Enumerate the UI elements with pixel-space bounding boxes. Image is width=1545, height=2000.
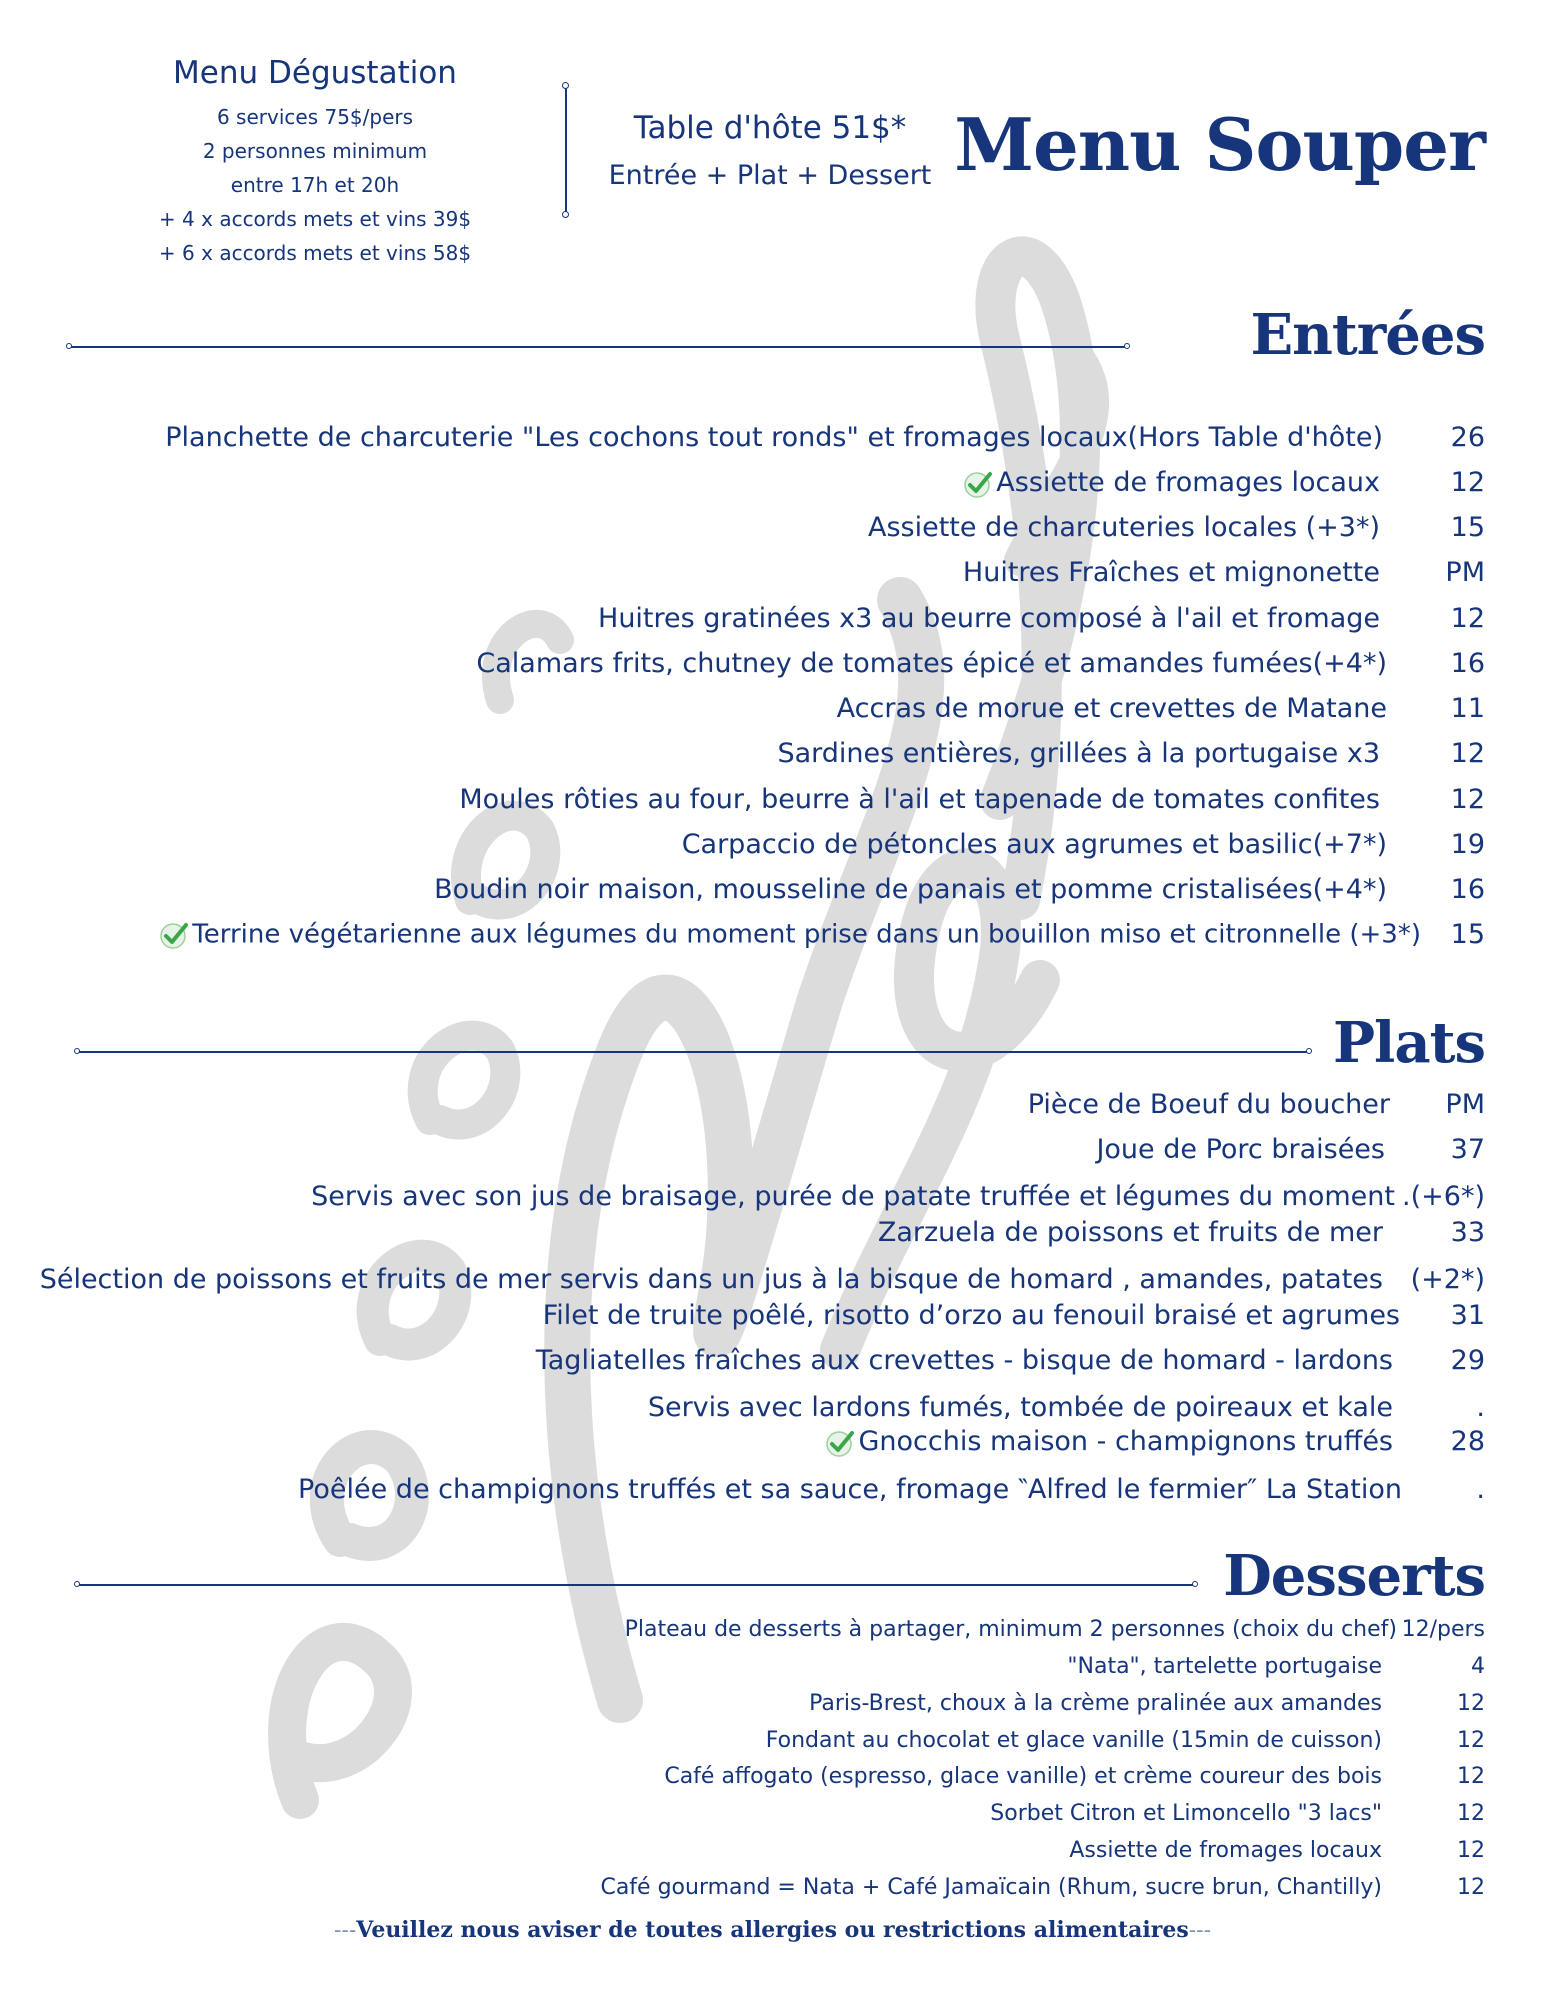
item-name: Huitres gratinées x3 au beurre composé à l'ail et fromage <box>598 603 1380 634</box>
item-price: 31 <box>1450 1300 1485 1331</box>
item-name: Café affogato (espresso, glace vanille) et crème coureur des bois <box>664 1764 1382 1789</box>
degustation-title: Menu Dégustation <box>173 55 457 91</box>
item-name: "Nata", tartelette portugaise <box>1067 1654 1382 1679</box>
list-item <box>0 1217 1545 1257</box>
list-item <box>0 1875 1545 1915</box>
item-name: Joue de Porc braisées <box>1096 1134 1385 1165</box>
item-price: 12 <box>1450 467 1485 498</box>
notice-text: Veuillez nous aviser de toutes allergies ou restrictions alimentaires <box>356 1917 1189 1943</box>
item-name: Zarzuela de poissons et fruits de mer <box>877 1217 1383 1248</box>
item-price: 28 <box>1450 1426 1485 1457</box>
item-price: 11 <box>1450 693 1485 724</box>
item-price: 16 <box>1450 874 1485 905</box>
degustation-details <box>115 100 515 270</box>
item-price: . <box>1476 1474 1485 1505</box>
plats-title: Plats <box>1332 1010 1485 1076</box>
item-name: Huitres Fraîches et mignonette <box>962 557 1380 588</box>
list-item <box>0 1426 1545 1466</box>
item-price: 12 <box>1457 1801 1485 1826</box>
entrees-title: Entrées <box>1250 302 1485 368</box>
list-item <box>0 1617 1545 1657</box>
degustation-line: 2 personnes minimum <box>202 139 428 163</box>
item-price: 12 <box>1457 1764 1485 1789</box>
item-name: Moules rôties au four, beurre à l'ail et tapenade de tomates confites <box>459 784 1380 815</box>
item-price: 12 <box>1450 784 1485 815</box>
vegetarian-check-icon <box>962 468 994 500</box>
degustation-line: + 6 x accords mets et vins 58$ <box>158 241 472 265</box>
item-name: Boudin noir maison, mousseline de panais et pomme cristalisées(+4*) <box>434 874 1387 905</box>
table-hote-title: Table d'hôte 51$* <box>633 110 907 146</box>
item-price: 29 <box>1450 1345 1485 1376</box>
item-name: Calamars frits, chutney de tomates épicé et amandes fumées(+4*) <box>476 648 1387 679</box>
plats-divider <box>78 1051 1308 1053</box>
item-price: 12 <box>1457 1838 1485 1863</box>
header-divider <box>565 86 567 214</box>
item-name: Assiette de fromages locaux <box>1069 1838 1382 1863</box>
list-item <box>0 1134 1545 1174</box>
entrees-divider <box>70 346 1126 348</box>
item-price: 15 <box>1450 919 1485 950</box>
item-name: Assiette de fromages locaux <box>996 467 1380 498</box>
item-name: Assiette de charcuteries locales (+3*) <box>868 512 1380 543</box>
item-price: 26 <box>1450 422 1485 453</box>
list-item <box>0 829 1545 869</box>
item-price: 12 <box>1457 1691 1485 1716</box>
item-name: Plateau de desserts à partager, minimum 2 personnes (choix du chef) <box>624 1617 1397 1642</box>
list-item <box>0 1801 1545 1841</box>
list-item <box>0 1181 1545 1221</box>
item-description: Poêlée de champignons truffés et sa sauce, fromage ‶Alfred le fermier″ La Station <box>298 1474 1402 1505</box>
item-name: Pièce de Boeuf du boucher <box>1027 1089 1390 1120</box>
list-item <box>0 557 1545 597</box>
table-hote-subtitle: Entrée + Plat + Dessert <box>608 160 932 191</box>
item-name: Carpaccio de pétoncles aux agrumes et basilic(+7*) <box>681 829 1387 860</box>
list-item <box>0 1264 1545 1304</box>
item-name: Filet de truite poêlé, risotto d’orzo au fenouil braisé et agrumes <box>542 1300 1400 1331</box>
item-name: Sorbet Citron et Limoncello "3 lacs" <box>990 1801 1382 1826</box>
item-price: 19 <box>1450 829 1485 860</box>
desserts-title: Desserts <box>1223 1543 1485 1609</box>
list-item <box>0 693 1545 733</box>
list-item <box>0 1838 1545 1878</box>
degustation-line: 6 services 75$/pers <box>216 105 414 129</box>
vegetarian-check-icon <box>824 1427 856 1459</box>
item-name: Accras de morue et crevettes de Matane <box>836 693 1387 724</box>
item-price: 12 <box>1450 603 1485 634</box>
item-price: 4 <box>1471 1654 1485 1679</box>
degustation-line: entre 17h et 20h <box>230 173 400 197</box>
list-item <box>0 738 1545 778</box>
page-title: Menu Souper <box>954 102 1485 187</box>
item-description: Servis avec lardons fumés, tombée de poireaux et kale <box>647 1392 1393 1423</box>
list-item <box>0 512 1545 552</box>
item-name: Terrine végétarienne aux légumes du moment prise dans un bouillon miso et citronnelle (+3*) <box>192 919 1421 950</box>
list-item <box>0 1728 1545 1768</box>
item-name: Café gourmand = Nata + Café Jamaïcain (Rhum, sucre brun, Chantilly) <box>600 1875 1382 1900</box>
item-description: Sélection de poissons et fruits de mer servis dans un jus à la bisque de homard , amandes, patates <box>39 1264 1383 1295</box>
list-item <box>0 648 1545 688</box>
item-price: 15 <box>1450 512 1485 543</box>
item-price: 12 <box>1457 1875 1485 1900</box>
list-item <box>0 1300 1545 1340</box>
item-name: Gnocchis maison - champignons truffés <box>858 1426 1393 1457</box>
item-description: Servis avec son jus de braisage, purée de patate truffée et légumes du moment <box>311 1181 1395 1212</box>
list-item <box>0 1089 1545 1129</box>
list-item <box>0 1654 1545 1694</box>
list-item <box>0 1474 1545 1514</box>
item-price: . <box>1476 1392 1485 1423</box>
item-price: 12/pers <box>1401 1617 1485 1642</box>
item-name: Fondant au chocolat et glace vanille (15min de cuisson) <box>765 1728 1382 1753</box>
list-item <box>0 1764 1545 1804</box>
list-item <box>0 422 1545 462</box>
list-item <box>0 874 1545 914</box>
list-item <box>0 919 1545 959</box>
desserts-divider <box>78 1584 1194 1586</box>
item-name: Planchette de charcuterie "Les cochons tout ronds" et fromages locaux(Hors Table d'hôte) <box>165 422 1383 453</box>
item-price: PM <box>1445 1089 1485 1120</box>
list-item <box>0 603 1545 643</box>
item-price: 33 <box>1450 1217 1485 1248</box>
item-price: .(+6*) <box>1402 1181 1485 1212</box>
item-price: 12 <box>1457 1728 1485 1753</box>
notice-dash-right: --- <box>1188 1918 1212 1943</box>
item-name: Tagliatelles fraîches aux crevettes - bisque de homard - lardons <box>535 1345 1393 1376</box>
item-price: 37 <box>1450 1134 1485 1165</box>
item-price: PM <box>1445 557 1485 588</box>
list-item <box>0 1345 1545 1385</box>
list-item <box>0 1691 1545 1731</box>
notice-dash-left: --- <box>333 1918 357 1943</box>
list-item <box>0 467 1545 507</box>
allergy-notice <box>0 1917 1545 1943</box>
vegetarian-check-icon <box>158 919 190 951</box>
degustation-line: + 4 x accords mets et vins 39$ <box>158 207 472 231</box>
item-price: (+2*) <box>1410 1264 1485 1295</box>
list-item <box>0 784 1545 824</box>
item-name: Paris-Brest, choux à la crème pralinée aux amandes <box>809 1691 1382 1716</box>
item-price: 12 <box>1450 738 1485 769</box>
item-name: Sardines entières, grillées à la portugaise x3 <box>777 738 1380 769</box>
item-price: 16 <box>1450 648 1485 679</box>
